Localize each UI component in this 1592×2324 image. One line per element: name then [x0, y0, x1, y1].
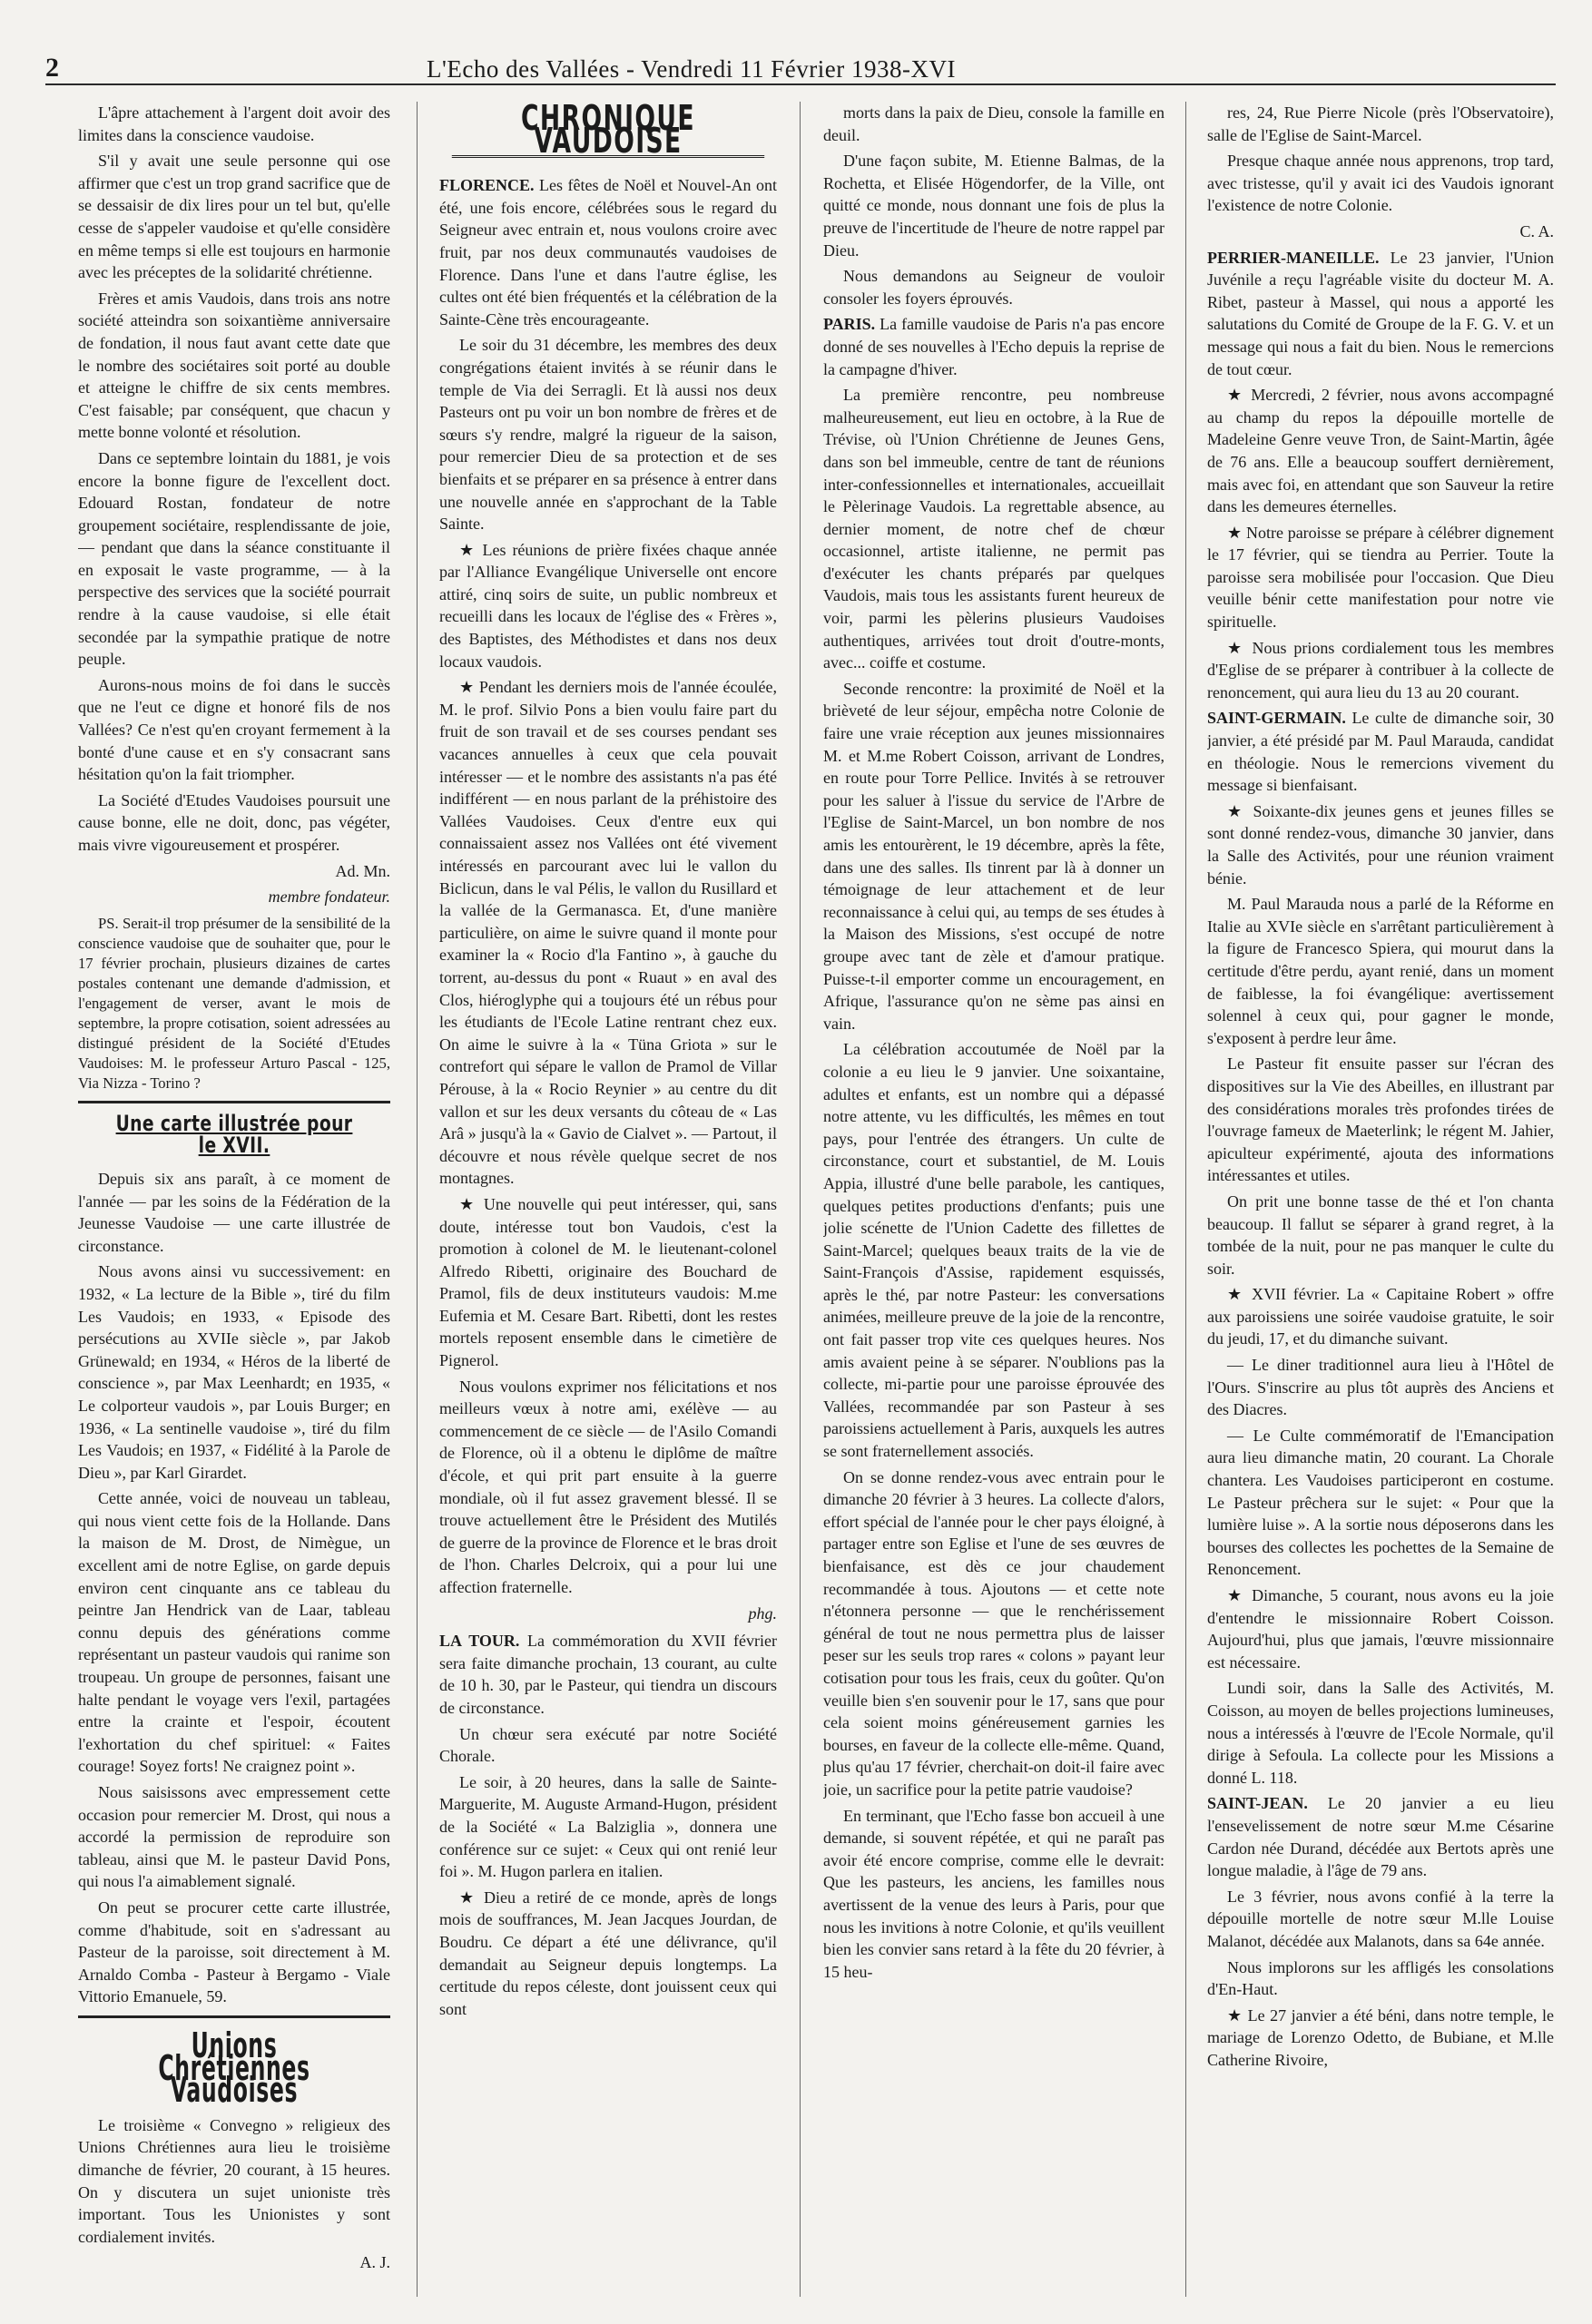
paragraph: ★ Mercredi, 2 février, nous avons accompagné au champ du repos la dépouille mortelle de Madeleine Genre veuve Tron, de Saint-Martin, âgée de 76 ans. Elle a beaucoup souffert dernièrement, mais avec foi, en attendant que son Sauveur la retire dans les demeures éternelles.	[1207, 386, 1554, 516]
article-body	[78, 1168, 390, 2008]
paragraph: Un chœur sera exécuté par notre Société Chorale.	[439, 1724, 777, 1766]
signature-role: membre fondateur.	[268, 887, 390, 907]
postscript: PS. Serait-il trop présumer de la sensibilité de la conscience vaudoise que de souhaiter que, pour le 17 février prochain, plusieurs dizaines de cartes postales contenant une demande d'admission, et l'engagement de verser, avant le mois de septembre, la propre cotisation, soient adressées au distingué président de la Société d'Etudes Vaudoises: M. le professeur Arturo Pascal - 125, Via Nizza - Torino ?	[78, 914, 390, 1092]
paragraph	[439, 1630, 777, 1719]
paragraph: On prit une bonne tasse de thé et l'on chanta beaucoup. Il fallut se séparer à grand regret, à la tombée de la nuit, pour ne pas manquer le culte du soir.	[1207, 1191, 1554, 1278]
column-rule	[800, 102, 801, 2297]
running-title: L'Echo des Vallées - Vendredi 11 Février 1938-XVI	[427, 55, 956, 83]
paragraph: La célébration accoutumée de Noël par la colonie a eu lieu le 9 janvier. Une soixantaine, adultes et enfants, est un nombre qui a dépassé notre attente, vu les difficultés, les mêmes en tout pays, pour l'entrée des étrangers. Un culte de circonstance, court et substantiel, de M. Louis Appia, illustré d'une belle parabole, les cantiques, quelques petites productions d'enfants; puis une jolie scénette de l'Union Cadette des fillettes de Saint-Marcel; quelques beaux traits de la vie de Saint-François d'Assise, rapidement esquissés, après le thé, par notre Pasteur: les conversations animées, meilleure preuve de la joie de la rencontre, ont fait passer trop vite ces quelques heures. Nos amis avaient peine à se séparer. N'oublions pas la collecte, mi-partie pour une paroisse éprouvée des Vallées, recommandée par son Pasteur à ses paroissiens actuellement à Paris, auxquels les autres se sont fraternellement associés.	[823, 1040, 1165, 1461]
section-heading: CHRONIQUE VAUDOISE	[452, 107, 764, 158]
paragraph: Cette année, voici de nouveau un tableau, qui nous vient cette fois de la Hollande. Dans la maison de M. Drost, de Nimègue, un excellent ami de notre Eglise, on garde depuis environ cent cinquante ans ce tableau du peintre Jan Hendrick van de Laar, tableau connu depuis des générations comme représentant un pasteur vaudois qui ranime son troupeau. Un groupe de personnes, faisant une halte pendant le voyage vers l'exil, partagées entre la crainte et l'espoir, écoutent l'exhortation du chef spirituel: « Faites courage! Soyez forts! Ne craignez point ».	[78, 1489, 390, 1776]
paragraph: Nous voulons exprimer nos félicitations et nos meilleurs vœux à notre ami, exélève — au commencement de ce siècle — de l'Asilo Comandi de Florence, où il a obtenu le diplôme de maître d'école, et qui prit part ensuite à la guerre mondiale, où il fut assez gravement blessé. Il se trouve actuellement être le Président des Mutilés de guerre de la province de Florence et le bras droit de l'hon. Charles Delcroix, qui a pour lui une affection fraternelle.	[439, 1377, 777, 1596]
page-header	[45, 38, 1556, 85]
paragraph: ★ Les réunions de prière fixées chaque année par l'Alliance Evangélique Universelle ont encore attiré, cinq soirs de suite, un public nombreux et recueilli dans les locaux de l'église des « Frères », des Baptistes, des Méthodistes et dans nos deux locaux vaudois.	[439, 540, 777, 671]
paragraph: Nous implorons sur les affligés les consolations d'En-Haut.	[1207, 1957, 1554, 1999]
paragraph: Aurons-nous moins de foi dans le succès que ne l'eut ce digne et honoré fils de nos Vallées? Ce n'est qu'en croyant fermement à la bonté d'une cause et en s'y consacrant sans hésitation qu'on la fait triompher.	[78, 675, 390, 784]
column-3	[823, 102, 1165, 2297]
paragraph: M. Paul Marauda nous a parlé de la Réforme en Italie au XVIe siècle en s'arrêtant particulièrement à la figure de Francesco Spiera, qui mourut dans la certitude d'être perdu, ayant renié, dans un moment de faiblesse, la foi évangélique: avertissement solennel à ceux qui, pour gagner le monde, s'exposent à perdre leur âme.	[1207, 895, 1554, 1047]
paragraph: On se donne rendez-vous avec entrain pour le dimanche 20 février à 3 heures. La collecte d'alors, effort spécial de l'année pour le cher pays éloigné, à partager entre son Eglise et l'une de ses œuvres de bienfaisance, est dès ce jour chaudement recommandée à tous. Ajoutons — et cette note n'étonnera personne — que le renchérissement général de tout ne nous permettra plus de laisser peser sur les seuls trop rares « colons » payant leur cotisation pour tous les frais, ceux du goûter. Qu'on veuille bien s'en souvenir pour le 17, sans que pour cela soient moins généreusement garnies les bourses, en faveur de la collecte elle-même. Quand, plus qu'au 17 février, cherchait-on doit-il faire avec joie, un sacrifice pour la petite patrie vaudoise?	[823, 1467, 1165, 1799]
paragraph: Nous demandons au Seigneur de vouloir consoler les foyers éprouvés.	[823, 267, 1165, 308]
paragraph: ★ Nous prions cordialement tous les membres d'Eglise de se préparer à contribuer à la collecte de renoncement, qui aura lieu du 13 au 20 courant.	[1207, 638, 1554, 701]
paragraph	[1207, 247, 1554, 381]
paragraph: D'une façon subite, M. Etienne Balmas, de la Rochetta, et Elisée Högendorfer, de la Ville, ont quitté ce monde, nous donnant une fois de plus la preuve de l'incertitude de l'heure de notre rappel par Dieu.	[823, 152, 1165, 260]
paragraph: ★ Le 27 janvier a été béni, dans notre temple, le mariage de Lorenzo Odetto, de Bubiane, et M.lle Catherine Rivoire,	[1207, 2005, 1554, 2069]
paragraph: Le troisième « Convegno » religieux des Unions Chrétiennes aura lieu le troisième dimanche de février, 20 courant, à 15 heures. On y discutera un sujet unioniste très important. Tous les Unionistes y sont cordialement invités.	[78, 2115, 390, 2246]
heading-carte: Une carte illustrée pour le XVII.	[115, 1110, 353, 1159]
paragraph: ★ Dieu a retiré de ce monde, après de longs mois de souffrances, M. Jean Jacques Jourdan, de Boudru. Ce départ a été une délivrance, qu'il demandait au Seigneur depuis longtemps. La certitude du repos céleste, dont jouissent ceux qui sont	[439, 1888, 777, 2018]
paragraph: res, 24, Rue Pierre Nicole (près l'Observatoire), salle de l'Eglise de Saint-Marcel.	[1207, 103, 1554, 144]
paragraph: ★ Notre paroisse se prépare à célébrer dignement le 17 février, qui se tiendra au Perrier. Toute la paroisse sera mobilisée pour l'occasion. Que Dieu veuille bénir cette manifestation pour notre vie spirituelle.	[1207, 523, 1554, 632]
article-body	[78, 102, 390, 857]
paragraph: ★ Une nouvelle qui peut intéresser, qui, sans doute, intéresse tout bon Vaudois, c'est la promotion à colonel de M. le lieutenant-colonel Alfredo Ribetti, originaire des Bouchard de Pramol, fils de deux instituteurs vaudois: M.me Eufemia et M. Cesare Bart. Ribetti, dont les restes mortels reposent ensemble dans le cimetière de Pignerol.	[439, 1194, 777, 1370]
paragraph-text: Le 23 janvier, l'Union Juvénile a reçu l'agréable visite du docteur M. A. Ribet, pasteur à Massel, qui nous a apporté les salutations du Comité de Groupe de la F. G. V. et un message qui nous a fait du bien. Nous le remercions de tout cœur.	[1207, 248, 1554, 378]
signature: Ad. Mn.	[335, 861, 390, 880]
place-label: SAINT-JEAN.	[1207, 1794, 1308, 1813]
place-label: PARIS.	[823, 315, 876, 334]
paragraph-text: Le 20 janvier a eu lieu l'ensevelissement de notre sœur M.me Césarine Cardon née Durand, décédée aux Bertots après une longue maladie, à l'âge de 79 ans.	[1207, 1794, 1554, 1880]
article-body	[1207, 384, 1554, 703]
column-1	[78, 102, 390, 2297]
separator	[78, 1101, 390, 1103]
column-rule	[417, 102, 418, 2297]
paragraph: — Le Culte commémoratif de l'Emancipation aura lieu dimanche matin, 20 courant. La Chorale chantera. Les Vaudoises participeront en costume. Le Pasteur prêchera sur le sujet: « Pour que la lumière luise ». A la sortie nous déposerons dans les bourses des collectes les pochettes de la Semaine de Renoncement.	[1207, 1426, 1554, 1579]
heading-unions: Unions Chrétiennes Vaudoises	[158, 2025, 310, 2111]
paragraph: S'il y avait une seule personne qui ose affirmer que c'est un trop grand sacrifice que de se dessaisir de dix lires pour un tel but, qu'elle cesse de s'appeler vaudoise et qu'elle considère en même temps si elle est toujours en harmonie avec les préceptes de la solidarité chrétienne.	[78, 152, 390, 282]
page-number: 2	[45, 53, 59, 83]
place-label: PERRIER-MANEILLE.	[1207, 248, 1380, 267]
paragraph	[1207, 707, 1554, 796]
paragraph	[823, 313, 1165, 380]
paragraph: Nous avons ainsi vu successivement: en 1932, « La lecture de la Bible », tiré du film Les Vaudois; en 1933, « Episode des persécutions au XVIIe siècle », par Jakob Grünewald; en 1934, « Héros de la liberté de conscience », par Max Leenhardt; en 1935, « Le colporteur vaudois », par Louis Burger; en 1936, « La sentinelle vaudoise », tiré du film Les Vaudois; en 1937, « Fidélité à la Parole de Dieu », par Karl Girardet.	[78, 1262, 390, 1482]
separator	[78, 2015, 390, 2018]
paragraph: On peut se procurer cette carte illustrée, comme d'habitude, soit en s'adressant au Pasteur de la paroisse, soit directement à M. Arnaldo Comba - Pasteur à Bergamo - Viale Vittorio Emanuele, 59.	[78, 1897, 390, 2006]
signature: A. J.	[359, 2253, 390, 2272]
column-4	[1207, 102, 1554, 2297]
article-body	[439, 334, 777, 1598]
paragraph: Nous saisissons avec empressement cette occasion pour remercier M. Drost, qui nous a accordé la permission de reproduire son tableau, ainsi que M. le pasteur David Pons, qui nous l'a aimablement signalé.	[78, 1783, 390, 1891]
paragraph: Frères et amis Vaudois, dans trois ans notre société atteindra son soixantième anniversaire de fondation, il nous faut avant cette date que le nombre des sociétaires soit porté au double et atteigne le chiffre de six cents membres. C'est faisable; par conséquent, que chacun y mette bonne volonté et résolution.	[78, 289, 390, 442]
place-label: FLORENCE.	[439, 176, 535, 195]
paragraph: Lundi soir, dans la Salle des Activités, M. Coisson, au moyen de belles projections lumineuses, nous a intéressés à l'œuvre de l'Ecole Normale, qu'il dirige à Sefoula. La collecte pour les Missions a donné L. 118.	[1207, 1679, 1554, 1787]
paragraph-text: Le culte de dimanche soir, 30 janvier, a été présidé par M. Paul Marauda, candidat en théologie. Nous le remercions vivement du message si bienfaisant.	[1207, 709, 1554, 795]
paragraph: L'âpre attachement à l'argent doit avoir des limites dans la conscience vaudoise.	[78, 103, 390, 144]
paragraph: ★ Dimanche, 5 courant, nous avons eu la joie d'entendre le missionnaire Robert Coisson. Aujourd'hui, plus que jamais, l'œuvre missionnaire est nécessaire.	[1207, 1586, 1554, 1672]
place-label: LA TOUR.	[439, 1632, 520, 1651]
paragraph: ★ XVII février. La « Capitaine Robert » offre aux paroissiens une soirée vaudoise gratuite, le soir du jeudi, 17, et du dimanche suivant.	[1207, 1285, 1554, 1348]
paragraph-text: La famille vaudoise de Paris n'a pas encore donné de ses nouvelles à l'Echo depuis la reprise de la campagne d'hiver.	[823, 315, 1165, 378]
article-body	[823, 102, 1165, 309]
column-2	[439, 102, 777, 2297]
place-label: SAINT-GERMAIN.	[1207, 709, 1346, 728]
paragraph: — Le diner traditionnel aura lieu à l'Hôtel de l'Ours. S'inscrire au plus tôt auprès des Anciens et des Diacres.	[1207, 1356, 1554, 1419]
paragraph: morts dans la paix de Dieu, console la famille en deuil.	[823, 103, 1165, 144]
paragraph	[439, 174, 777, 330]
paragraph: ★ Pendant les derniers mois de l'année écoulée, M. le prof. Silvio Pons a bien voulu faire part du fruit de son travail et de ses courses pendant ses vacances annuelles à ceux que cela pouvait intéresser — et le nombre des assistants n'a pas été indifférent — en nous parlant de la préhistoire des Vallées Vaudoises. Ceux d'entre eux qui connaissaient assez nos Vallées ont été vivement intéressés en parcourant avec lui le vallon du Biclicun, dans le val Pélis, le vallon du Rusillard et la vallée de la Germanasca. Et, d'une manière particulière, on aime le suivre quand il monte pour examiner la « Rocio d'la Fantino », à gauche du torrent, au-dessus du pont « Ruaut » en aval des Clos, hiéroglyphe qui a toujours été un rébus pour les étudiants de l'Ecole Latine rentrant chez eux. On aime le suivre à la « Tüna Griota » sur le contrefort qui sépare le vallon de Pramol de Villar Pérouse, à la « Rocio Reynier » au centre du dit vallon et sur les deux versants du côteau de « Las Arâ » jusqu'à la « Gavio de Cialvet ». — Partout, il découvre et nous révèle quelque secret de nos montagnes.	[439, 678, 777, 1188]
article-body	[1207, 800, 1554, 1790]
paragraph: Le Pasteur fit ensuite passer sur l'écran des dispositives sur la Vie des Abeilles, en illustrant par des considérations morales très profondes tirées de l'ouvrage fameux de Maeterlink; le régent M. Jahier, apiculteur expérimenté, ajouta des informations intéressantes et utiles.	[1207, 1054, 1554, 1185]
paragraph: La Société d'Etudes Vaudoises poursuit une cause bonne, elle ne doit, donc, pas végéter, mais vivre vigoureusement et prospérer.	[78, 790, 390, 854]
paragraph: Le soir, à 20 heures, dans la salle de Sainte-Marguerite, M. Auguste Armand-Hugon, président de la Société « La Balziglia », donnera une conférence sur ce sujet: « Ceux qui ont renié leur foi ». M. Hugon parlera en italien.	[439, 1772, 777, 1881]
signature: C. A.	[1519, 221, 1554, 240]
signature: phg.	[748, 1603, 777, 1623]
column-rule	[1185, 102, 1186, 2297]
paragraph: Dans ce septembre lointain du 1881, je vois encore la bonne figure de l'excellent doct. Edouard Rostan, fondateur de notre groupement sociétaire, resplendissante de joie, — pendant que dans la séance constituante il en exposait le vaste programme, — à la perspective des services que la société pourrait rendre à la cause vaudoise, si elle était secondée par la sympathie pratique de notre peuple.	[78, 448, 390, 669]
article-body	[439, 1723, 777, 2021]
paragraph: Le soir du 31 décembre, les membres des deux congrégations étaient invités à se réunir dans le temple de Via dei Serragli. Et là aussi nos deux Pasteurs ont pu voir un bon nombre de frères et de sœurs s'y rendre, malgré la rigueur de la saison, pour remercier Dieu de sa protection et de ses bienfaits et se préparer en sa présence à entrer dans une nouvelle année en s'approchant de la Table Sainte.	[439, 336, 777, 534]
paragraph: En terminant, que l'Echo fasse bon accueil à une demande, si souvent répétée, et qui ne paraît pas avoir été encore comprise, comme elle le devrait: Que les pasteurs, les anciens, les familles nous avertissent de la venue des leurs à Paris, pour que nous les invitions à notre Colonie, et qu'ils veuillent bien les convier sans retard à la fête du 20 février, à 15 heu-	[823, 1806, 1165, 1981]
paragraph	[1207, 1792, 1554, 1881]
article-body	[1207, 1886, 1554, 2072]
article-body	[823, 384, 1165, 1983]
paragraph: Depuis six ans paraît, à ce moment de l'année — par les soins de la Fédération de la Jeunesse Vaudoise — une carte illustrée de circonstance.	[78, 1169, 390, 1255]
article-body	[1207, 102, 1554, 217]
paragraph: ★ Soixante-dix jeunes gens et jeunes filles se sont donné rendez-vous, dimanche 30 janvier, dans la Salle des Activités, pour une réunion vraiment bénie.	[1207, 801, 1554, 887]
paragraph: Seconde rencontre: la proximité de Noël et la brièveté de leur séjour, empêcha notre Colonie de faire une vraie réception aux jeunes missionnaires M. et M.me Robert Coisson, arrivant de Londres, en route pour Torre Pellice. Invités à se retrouver pour les saluer à l'issue du service de l'Arbre de l'Eglise de Saint-Marcel, un bon nombre de nos amis les entourèrent, le 19 décembre, après la fête, dans une des salles. Ils tinrent par là à donner un témoignage de leur attachement et de leur reconnaissance à celui qui, au temps de ses études à la Maison des Missions, s'est occupé de notre groupe avec tant de zèle et d'amour pratique. Puisse-t-il emporter comme un encouragement, en Afrique, l'assurance qu'on ne sème pas ainsi en vain.	[823, 679, 1165, 1033]
paragraph: Presque chaque année nous apprenons, trop tard, avec tristesse, qu'il y avait ici des Vaudois ignorant l'existence de notre Colonie.	[1207, 152, 1554, 215]
paragraph: Le 3 février, nous avons confié à la terre la dépouille mortelle de notre sœur M.lle Louise Malanot, décédée aux Malanots, dans sa 64e année.	[1207, 1887, 1554, 1950]
paragraph-text: La commémoration du XVII février sera faite dimanche prochain, 13 courant, au culte de 10 h. 30, par le Pasteur, qui tiendra un discours de circonstance.	[439, 1632, 777, 1717]
paragraph: La première rencontre, peu nombreuse malheureusement, eut lieu en octobre, à la Rue de Trévise, où l'Union Chrétienne de Jeunes Gens, dans son bel immeuble, centre de tant de réunions inter-confessionnelles et internationales, accueillait le Pèlerinage Vaudois. La regrettable absence, au dernier moment, de notre chef de chœur occasionnel, artiste italienne, ne permit pas d'exécuter les chants préparés par quelques Vaudois, mais tous les assistants furent heureux de voir, parmi les pèlerins plusieurs Vaudoises authentiques, arrivées tout droit d'outre-monts, avec... coiffe et costume.	[823, 386, 1165, 672]
paragraph-text: Les fêtes de Noël et Nouvel-An ont été, une fois encore, célébrées sous le regard du Seigneur avec entrain et, nous voulons croire avec fruit, par nos deux communautés vaudoises de Florence. Dans l'une et dans l'autre église, les cultes ont été bien fréquentés et la célébration de la Sainte-Cène très encourageante.	[439, 176, 777, 328]
